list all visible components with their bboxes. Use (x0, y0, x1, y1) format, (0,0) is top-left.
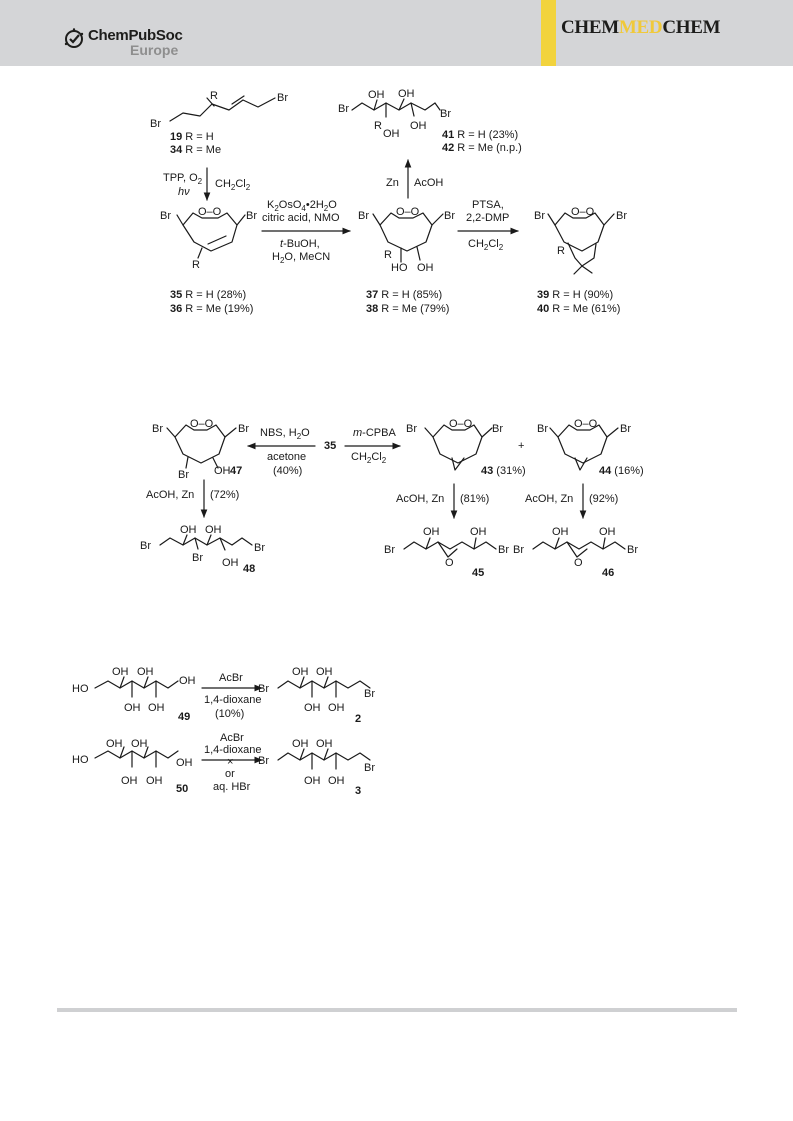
label-39-br-left: Br (534, 210, 545, 222)
reagent-acoh-1: AcOH (414, 177, 444, 189)
label-39-peroxide: O–O (571, 206, 595, 218)
compound-42-desc: R = Me (n.p.) (454, 142, 522, 154)
label-compound-46: 46 (602, 567, 615, 579)
label-47-peroxide: O–O (190, 418, 214, 430)
label-start-35: 35 (324, 440, 337, 452)
label-45-o: O (445, 557, 454, 569)
journal-title-part3: CHEM (662, 17, 721, 38)
label-44-br-left: Br (537, 423, 548, 435)
label-compound-34 (170, 144, 221, 156)
label-compound-38 (366, 303, 449, 315)
label-48-oh-1: OH (180, 524, 197, 536)
label-3-oh-1: OH (292, 738, 309, 750)
label-35-peroxide: O–O (198, 206, 222, 218)
reagent-ch2cl2-3 (351, 451, 387, 465)
label-43-peroxide: O–O (449, 418, 473, 430)
label-35-r: R (192, 259, 200, 271)
compound-19-desc: R = H (182, 131, 214, 143)
ch2cl2-2-sub1: 2 (483, 243, 489, 252)
diene-structure (170, 96, 275, 121)
osmium-h: •2H (305, 199, 324, 211)
mcpba-rest: -CPBA (362, 427, 396, 439)
label-47-br-bottom: Br (178, 469, 189, 481)
label-41-br-left: Br (338, 103, 349, 115)
label-compound-3: 3 (355, 785, 362, 797)
label-compound-48: 48 (243, 563, 256, 575)
compound-36-desc: R = Me (19%) (182, 303, 254, 315)
compound-37-number: 37 (366, 289, 379, 301)
compound-39-number: 39 (537, 289, 550, 301)
label-46-o: O (574, 557, 583, 569)
osmium-sub3: 2 (323, 204, 329, 213)
osmium-sub2: 4 (301, 204, 306, 213)
label-compound-36 (170, 303, 253, 315)
label-37-br-right: Br (444, 210, 455, 222)
ch2cl2-3-sub1: 2 (366, 456, 372, 465)
label-3-oh-3: OH (304, 775, 321, 787)
label-41-br-right: Br (440, 108, 451, 120)
compound-38-desc: R = Me (79%) (378, 303, 450, 315)
label-compound-42 (442, 142, 522, 154)
label-35-br-right: Br (246, 210, 257, 222)
label-48-oh-3: OH (222, 557, 239, 569)
ch2cl2-1-sub1: 2 (230, 183, 236, 192)
epoxy-diol-45-structure (404, 538, 496, 557)
epoxy-diol-46-structure (533, 538, 625, 557)
compound-42-number: 42 (442, 142, 455, 154)
reagent-yield-1: (10%) (215, 708, 245, 720)
label-3-br-right: Br (364, 762, 375, 774)
reagent-or: or (225, 768, 235, 780)
label-43-br-right: Br (492, 423, 503, 435)
reagent-zn-1: Zn (386, 177, 399, 189)
label-41-oh-1: OH (368, 89, 385, 101)
tbuoh-rest: -BuOH, (283, 238, 320, 250)
label-46-br-right: Br (627, 544, 638, 556)
compound-40-desc: R = Me (61%) (549, 303, 621, 315)
journal-title-part2: MED (618, 17, 663, 38)
label-41-oh-3: OH (383, 128, 400, 140)
dibromide-2-structure (278, 677, 370, 697)
osmium-oso: OsO (278, 199, 302, 211)
compound-43-yield: (31%) (493, 465, 526, 477)
bromotriol-structure (160, 535, 252, 550)
label-41-oh-2: OH (398, 88, 415, 100)
h2o-sub: 2 (279, 256, 285, 265)
journal-title-part1: CHEM (561, 17, 619, 38)
reagent-nbs (260, 427, 310, 441)
label-2-br-left: Br (258, 683, 269, 695)
label-45-br-left: Br (384, 544, 395, 556)
label-diene-br-right: Br (277, 92, 288, 104)
tbuoh-t: t (280, 238, 284, 250)
reagent-nbs-yield: (40%) (273, 465, 303, 477)
label-compound-2: 2 (355, 713, 362, 725)
compound-35-desc: R = H (28%) (182, 289, 247, 301)
footer-divider (57, 1008, 737, 1012)
compound-44-number: 44 (599, 465, 612, 477)
label-plus: + (518, 440, 525, 452)
reagent-reduce-43-yield: (81%) (460, 493, 490, 505)
reagent-tpp-o2 (163, 172, 203, 186)
label-diene-r: R (210, 90, 218, 102)
label-diene-br-left: Br (150, 118, 161, 130)
compound-36-number: 36 (170, 303, 183, 315)
reagent-h2o-mecn (272, 251, 330, 265)
epoxide-43-structure (425, 425, 492, 470)
label-compound-40 (537, 303, 620, 315)
label-41-oh-4: OH (410, 120, 427, 132)
label-50-oh-end: OH (176, 757, 193, 769)
label-49-oh-4: OH (148, 702, 165, 714)
label-3-oh-4: OH (328, 775, 345, 787)
ch2cl2-3-part1: CH (351, 451, 367, 463)
reagent-ch2cl2-2 (468, 238, 504, 252)
label-2-oh-3: OH (304, 702, 321, 714)
reagent-tbuoh (280, 238, 320, 250)
label-compound-35 (170, 289, 246, 301)
mcpba-m: m (353, 427, 363, 439)
label-compound-37 (366, 289, 442, 301)
label-37-ho: HO (391, 262, 408, 274)
reagent-citric-nmo: citric acid, NMO (262, 212, 340, 224)
label-37-oh: OH (417, 262, 434, 274)
compound-34-desc: R = Me (182, 144, 222, 156)
label-39-r: R (557, 245, 565, 257)
osmium-k: K (267, 199, 275, 211)
compound-34-number: 34 (170, 144, 183, 156)
label-compound-44 (599, 465, 644, 477)
osmium-o: O (328, 199, 337, 211)
reagent-reduce-47: AcOH, Zn (146, 489, 195, 501)
reagent-dioxane-2: 1,4-dioxane (204, 744, 262, 756)
compound-37-desc: R = H (85%) (378, 289, 443, 301)
reagent-mcpba (353, 427, 396, 439)
ch2cl2-1-part1: CH (215, 178, 231, 190)
label-45-br-right: Br (498, 544, 509, 556)
reagent-dioxane-1: 1,4-dioxane (204, 694, 262, 706)
label-compound-41 (442, 129, 518, 141)
hexitol-50-structure (95, 747, 178, 767)
reagent-tpp-text: TPP, O (163, 172, 198, 184)
osmium-sub1: 2 (274, 204, 279, 213)
label-blocked-cross: × (227, 756, 234, 768)
label-49-oh-end: OH (179, 675, 196, 687)
compound-43-number: 43 (481, 465, 494, 477)
label-compound-39 (537, 289, 613, 301)
tetraol-structure (352, 99, 440, 117)
label-compound-47: 47 (230, 465, 243, 477)
reagent-ch2cl2-1 (215, 178, 251, 192)
reagent-light: hν (178, 186, 190, 198)
label-49-ho: HO (72, 683, 89, 695)
compound-19-number: 19 (170, 131, 183, 143)
label-39-br-right: Br (616, 210, 627, 222)
reagent-reduce-43: AcOH, Zn (396, 493, 445, 505)
compound-35-number: 35 (170, 289, 183, 301)
label-47-oh: OH (214, 465, 231, 477)
compound-38-number: 38 (366, 303, 379, 315)
label-compound-50: 50 (176, 783, 189, 795)
label-47-br-right: Br (238, 423, 249, 435)
peroxide-ring-structure (177, 213, 245, 258)
compound-41-number: 41 (442, 129, 455, 141)
label-3-br-left: Br (258, 755, 269, 767)
label-49-oh-2: OH (137, 666, 154, 678)
nbs-end: O (301, 427, 310, 439)
label-46-oh-2: OH (599, 526, 616, 538)
reagent-reduce-47-yield: (72%) (210, 489, 240, 501)
h2o-h: H (272, 251, 280, 263)
label-compound-49: 49 (178, 711, 191, 723)
label-2-oh-4: OH (328, 702, 345, 714)
label-2-br-right: Br (364, 688, 375, 700)
label-45-oh-1: OH (423, 526, 440, 538)
label-2-oh-2: OH (316, 666, 333, 678)
label-50-ho: HO (72, 754, 89, 766)
publisher-region: Europe (130, 42, 179, 58)
reagent-acetone: acetone (267, 451, 307, 463)
hexitol-49-structure (95, 677, 178, 697)
reagent-o2-subscript: 2 (197, 177, 203, 186)
reagent-acbr-1: AcBr (219, 672, 243, 684)
ch2cl2-1-sub2: 2 (245, 183, 251, 192)
label-compound-45: 45 (472, 567, 485, 579)
compound-40-number: 40 (537, 303, 550, 315)
reagent-acbr-2: AcBr (220, 732, 244, 744)
h2o-rest: O, MeCN (284, 251, 331, 263)
label-50-oh-3: OH (121, 775, 138, 787)
label-44-peroxide: O–O (574, 418, 598, 430)
bromohydrin-peroxide-structure (167, 425, 236, 468)
label-47-br-left: Br (152, 423, 163, 435)
ch2cl2-3-sub2: 2 (381, 456, 387, 465)
label-41-r: R (374, 120, 382, 132)
compound-44-yield: (16%) (611, 465, 644, 477)
compound-41-desc: R = H (23%) (454, 129, 519, 141)
nbs-sub: 2 (296, 432, 302, 441)
label-48-oh-2: OH (205, 524, 222, 536)
label-49-oh-1: OH (112, 666, 129, 678)
label-37-br-left: Br (358, 210, 369, 222)
label-48-br-left: Br (140, 540, 151, 552)
ch2cl2-1-part2: Cl (235, 178, 246, 190)
label-50-oh-4: OH (146, 775, 163, 787)
label-35-br-left: Br (160, 210, 171, 222)
label-compound-43 (481, 465, 526, 477)
label-37-peroxide: O–O (396, 206, 420, 218)
label-37-r: R (384, 249, 392, 261)
reagent-reduce-44: AcOH, Zn (525, 493, 574, 505)
ch2cl2-3-part2: Cl (371, 451, 382, 463)
label-49-oh-3: OH (124, 702, 141, 714)
reagent-osmium (267, 199, 337, 213)
reagent-ptsa: PTSA, (472, 199, 504, 211)
reagent-hbr: aq. HBr (213, 781, 251, 793)
label-50-oh-1: OH (106, 738, 123, 750)
label-compound-19 (170, 131, 214, 143)
publisher-name: ChemPubSoc (88, 27, 183, 44)
label-46-oh-1: OH (552, 526, 569, 538)
nbs-text: NBS, H (260, 427, 297, 439)
ch2cl2-2-sub2: 2 (498, 243, 504, 252)
label-45-oh-2: OH (470, 526, 487, 538)
dibromide-3-structure (278, 749, 370, 769)
compound-39-desc: R = H (90%) (549, 289, 614, 301)
label-44-br-right: Br (620, 423, 631, 435)
label-48-br-mid: Br (192, 552, 203, 564)
label-3-oh-2: OH (316, 738, 333, 750)
label-50-oh-2: OH (131, 738, 148, 750)
reagent-reduce-44-yield: (92%) (589, 493, 619, 505)
reagent-dmp: 2,2-DMP (466, 212, 510, 224)
ch2cl2-2-part1: CH (468, 238, 484, 250)
acetonide-structure (548, 213, 614, 274)
label-2-oh-1: OH (292, 666, 309, 678)
epoxide-44-structure (550, 425, 618, 470)
ch2cl2-2-part2: Cl (488, 238, 499, 250)
label-43-br-left: Br (406, 423, 417, 435)
label-46-br-left: Br (513, 544, 524, 556)
label-48-br-right: Br (254, 542, 265, 554)
